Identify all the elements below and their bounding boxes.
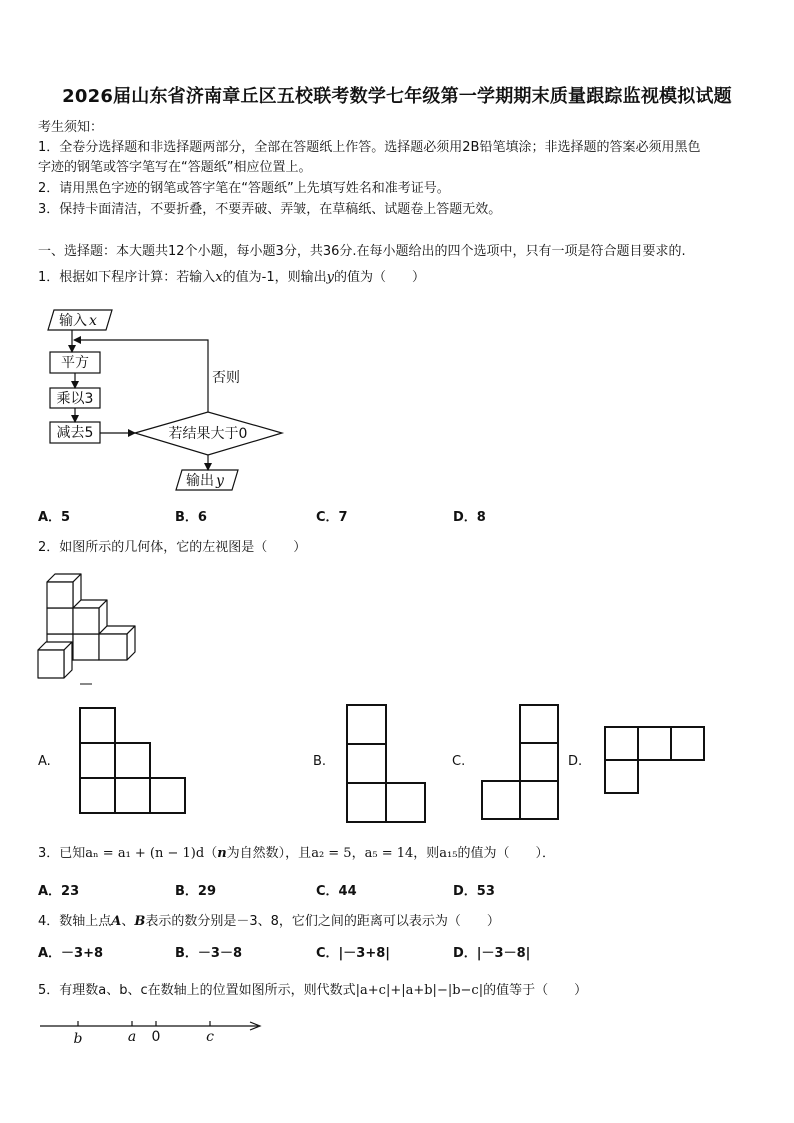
q4-stem-text: 4．数轴上点: [38, 914, 112, 929]
q5-stem: [38, 982, 587, 1000]
number-line-label-c: c: [206, 1029, 214, 1045]
notice-line-2: 2．请用黑色字迹的钢笔或答字笔在“答题纸”上先填写姓名和准考证号。: [38, 181, 450, 196]
view-square: [482, 781, 520, 819]
q4-option-b: B．－3－8: [175, 946, 242, 961]
q3-var-n: n: [217, 846, 227, 861]
flow-else-label: 否则: [212, 370, 240, 386]
view-square: [605, 760, 638, 793]
q4-point-a: A: [111, 914, 122, 929]
q1-option-b: B．6: [175, 510, 207, 525]
q1-var-x: x: [215, 270, 223, 285]
view-square: [347, 783, 386, 822]
q2-solid-figure: [36, 570, 140, 690]
view-square: [520, 781, 558, 819]
number-line-label-b: b: [73, 1031, 83, 1047]
view-square: [386, 783, 425, 822]
cube: [99, 626, 135, 660]
q2-option-a-view: [78, 706, 188, 818]
q2-option-b-view: [345, 703, 429, 825]
q3-formula-a2: a₂ = 5: [311, 846, 352, 861]
q1-option-d: D．8: [453, 510, 486, 525]
number-line-label-a: a: [127, 1029, 137, 1045]
q3-option-d: D．53: [453, 884, 495, 899]
flow-input-var: x: [89, 313, 97, 329]
section-heading: 一、选择题：本大题共12个小题，每小题3分，共36分.在每小题给出的四个选项中，只有一项是符合题目要求的.: [38, 244, 686, 259]
q4-stem-text: 表示的数分别是－3、8，它们之间的距离可以表示为（ ）: [145, 914, 500, 929]
q3-option-a: A．23: [38, 884, 80, 899]
q1-stem-text: 的值为（ ）: [333, 270, 425, 285]
q5-stem-text: 的值等于（ ）: [483, 983, 588, 998]
q3-stem-text: （: [204, 846, 218, 861]
view-square: [605, 727, 638, 760]
view-square: [520, 743, 558, 781]
view-square: [80, 778, 115, 813]
flow-input-label: 输入: [59, 313, 87, 329]
q4-option-a: A．－3+8: [38, 946, 104, 961]
cube: [73, 600, 107, 634]
view-square: [115, 778, 150, 813]
q5-stem-text: 5．有理数a、b、c在数轴上的位置如图所示，则代数式: [38, 983, 356, 998]
q3-formula-a15: a₁₅: [439, 846, 458, 861]
q1-stem-text: 的值为-1，则输出: [222, 270, 327, 285]
q3-stem: [38, 845, 555, 863]
q1-option-c: C．7: [316, 510, 348, 525]
view-square: [115, 743, 150, 778]
flow-decision-label: 若结果大于0: [168, 426, 248, 442]
flow-step-subtract-label: 减去5: [56, 425, 94, 441]
q3-stem-text: 的值为（ ）．: [457, 846, 555, 861]
notice-line-1-cont: 字迹的钢笔或答字笔写在“答题纸”相应位置上。: [38, 160, 312, 175]
q4-option-d: D．|－3－8|: [453, 946, 531, 961]
q2-option-d-label: D.: [568, 754, 583, 769]
q1-option-a: A．5: [38, 510, 71, 525]
q3-stem-text: 3．已知: [38, 846, 86, 861]
q2-option-d-view: [603, 725, 707, 797]
q3-stem-text: 为自然数），且: [226, 846, 312, 861]
q4-point-b: B: [134, 914, 146, 929]
program-flowchart: [38, 300, 298, 500]
q4-option-c: C．|－3+8|: [316, 946, 391, 961]
flow-step-multiply-label: 乘以3: [56, 391, 94, 407]
q3-stem-text: ，: [351, 846, 365, 861]
q4-stem-text: 、: [121, 914, 135, 929]
q4-stem: [38, 913, 500, 931]
q1-stem: [38, 269, 425, 287]
number-line-label-zero: 0: [151, 1029, 161, 1045]
view-square: [150, 778, 185, 813]
q1-stem-text: 1．根据如下程序计算：若输入: [38, 270, 216, 285]
q2-option-c-view: [480, 703, 560, 821]
notice-line-1: 1．全卷分选择题和非选择题两部分，全部在答题纸上作答。选择题必须用2B铅笔填涂；非选择题的答案必须用黑色: [38, 140, 701, 155]
flow-output-var: y: [216, 473, 224, 489]
q2-option-c-label: C.: [452, 754, 466, 769]
view-square: [638, 727, 671, 760]
q3-formula-a5: a₅ = 14: [364, 846, 414, 861]
q2-option-b-label: B.: [313, 754, 327, 769]
view-square: [80, 743, 115, 778]
q1-var-y: y: [326, 270, 334, 285]
notice-line-3: 3．保持卡面清洁，不要折叠，不要弄破、弄皱，在草稿纸、试题卷上答题无效。: [38, 202, 502, 217]
notice-heading: 考生须知：: [38, 120, 104, 135]
flow-output-label: 输出: [186, 473, 214, 489]
q5-number-line: [38, 1012, 264, 1052]
q3-stem-text: ，则: [413, 846, 440, 861]
flow-step-square-label: 平方: [61, 355, 89, 371]
q3-formula-general-term: aₙ = a₁ + (n − 1)d: [85, 846, 205, 861]
view-square: [80, 708, 115, 743]
q2-stem: 2．如图所示的几何体，它的左视图是（ ）: [38, 540, 307, 555]
view-square: [520, 705, 558, 743]
q5-formula: |a+c|+|a+b|−|b−c|: [355, 983, 484, 998]
view-square: [671, 727, 704, 760]
view-square: [347, 744, 386, 783]
cube: [47, 574, 81, 608]
view-square: [347, 705, 386, 744]
cube: [38, 642, 72, 678]
q3-option-b: B．29: [175, 884, 216, 899]
q2-option-a-label: A.: [38, 754, 51, 769]
q3-option-c: C．44: [316, 884, 357, 899]
exam-title: 2026届山东省济南章丘区五校联考数学七年级第一学期期末质量跟踪监视模拟试题: [62, 86, 732, 107]
flow-loop-back-arrow: [74, 340, 208, 412]
